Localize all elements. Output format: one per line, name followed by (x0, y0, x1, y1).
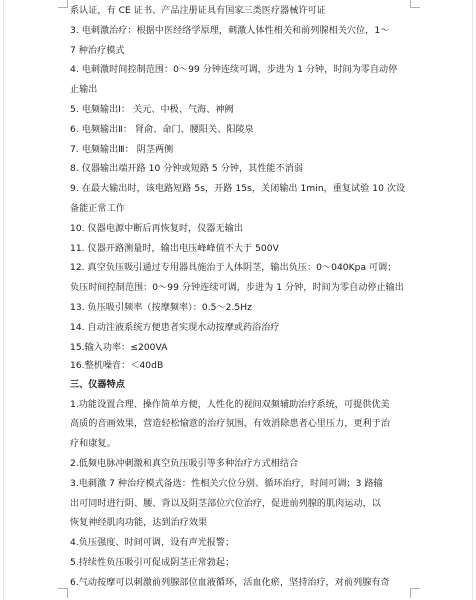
text-line: 4. 电刺激时间控制范围：0～99 分钟连续可调，步进为 1 分钟，时间为零自动停 (70, 65, 398, 76)
text-line: 3. 电刺激治疗：根据中医经络学原理，刺激人体性相关和前列腺相关穴位，1～ (70, 25, 390, 36)
text-line: 系认证，有 CE 证书、产品注册证具有国家三类医疗器械许可证 (70, 6, 326, 16)
text-line: 6.气动按摩可以刺激前列腺部位血液循环，活血化瘀，坚持治疗，对前列腺有奇 (70, 577, 390, 588)
text-line: 2.低频电脉冲刺激和真空负压吸引等多种治疗方式相结合 (70, 458, 299, 469)
text-line: 9. 在最大输出时，该电路短路 5s，开路 15s，关闭输出 1min，重复试验 10 次设 (70, 184, 406, 195)
text-line: 8. 仪器输出端开路 10 分钟或短路 5 分钟，其性能不消弱 (70, 164, 304, 175)
text-line: 5.持续性负压吸引可促成阴茎正常勃起； (70, 557, 235, 568)
page-left-edge (3, 0, 4, 600)
section-heading: 三、仪器特点 (70, 379, 125, 390)
text-line: 15.输入功率：≤200VA (70, 342, 168, 353)
text-line: 7. 电频输出Ⅲ： 阴茎两侧 (70, 144, 174, 155)
crop-mark-bottom-left (58, 588, 68, 598)
text-line: 高质的音画效果，营造轻松愉意的治疗氛围，有效消除患者心里压力，更利于治 (70, 419, 391, 430)
text-line: 备能正常工作 (70, 203, 125, 214)
text-line: 6. 电频输出Ⅱ： 肾俞、命门、腰阳关、阳陵泉 (70, 124, 254, 135)
text-line: 12. 真空负压吸引通过专用器具施治于人体阴茎，输出负压：0～040Kpa 可调； (70, 263, 397, 274)
text-line: 13. 负压吸引频率（按摩频率）：0.5～2.5Hz (70, 302, 252, 313)
text-line: 7 种治疗模式 (70, 45, 125, 56)
text-line: 疗和康复。 (70, 439, 116, 450)
text-line: 16.整机噪音：＜40dB (70, 361, 164, 372)
text-line: 4.负压强度、时间可调，设有声光报警； (70, 538, 235, 549)
document-body (70, 6, 410, 598)
text-line: 14. 自动注液系统方便患者实现水动按摩或药浴治疗 (70, 322, 280, 333)
text-line: 负压时间控制范围：0～99 分钟连续可调，步进为 1 分钟，时间为零自动停止输出 (70, 283, 404, 294)
text-line: 出可同时进行阴、腰、背以及阴茎部位穴位治疗，促进前列腺的肌肉运动，以 (70, 498, 381, 509)
crop-mark-top-right (410, 0, 420, 8)
text-line: 10. 仪器电源中断后再恢复时，仪器无输出 (70, 223, 243, 234)
text-line: 止输出 (70, 85, 98, 96)
crop-mark-bottom-right (410, 588, 420, 598)
text-line: 11. 仪器开路测量时，输出电压峰峰值不大于 500V (70, 243, 279, 254)
crop-mark-top-left (58, 0, 68, 8)
text-line: 1.功能设置合理、操作简单方便，人性化的视间双频辅助治疗系统，可提供优美 (70, 399, 390, 410)
text-line: 恢复神经肌肉功能，达到治疗效果 (70, 518, 208, 529)
page-right-edge (472, 0, 473, 600)
text-line: 5. 电频输出Ⅰ： 关元、中极、气海、神阙 (70, 104, 234, 115)
text-line: 3.电刺激 7 种治疗模式备选：性相关穴位分别、循环治疗，时间可调；3 路输 (70, 478, 383, 489)
